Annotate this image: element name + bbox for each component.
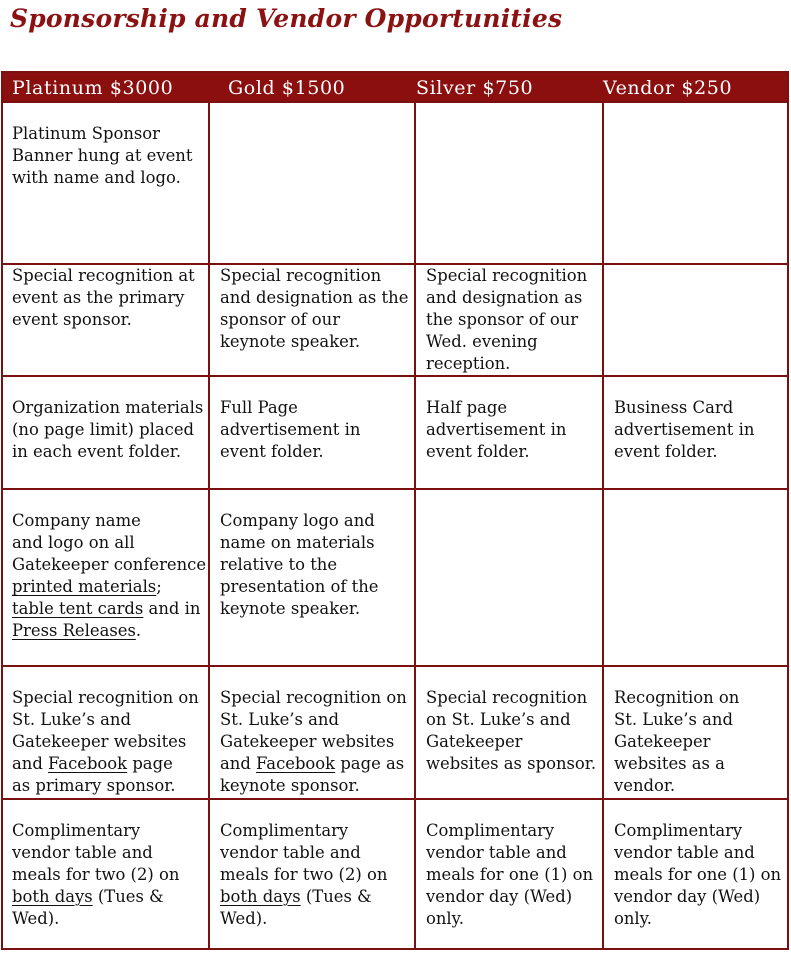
cell-text: Banner hung at event — [12, 146, 193, 165]
both-days-link[interactable]: both days — [12, 887, 93, 906]
cell-text: vendor table and — [426, 843, 567, 862]
cell-text: Gatekeeper conference — [12, 555, 207, 574]
cell-text: Special recognition — [426, 688, 588, 707]
cell-text: event as the primary — [12, 288, 185, 307]
cell-text — [12, 598, 206, 620]
table-cell — [614, 687, 739, 797]
table-cell — [426, 397, 566, 463]
table-cell — [220, 397, 360, 463]
sponsorship-table — [1, 71, 789, 950]
cell-text: page — [127, 754, 173, 773]
cell-text: keynote speaker. — [220, 332, 361, 351]
cell-text: relative to the — [220, 555, 338, 574]
facebook-link[interactable]: Facebook — [48, 754, 128, 773]
cell-text: and designation as the — [220, 288, 409, 307]
cell-text: Organization materials — [12, 398, 204, 417]
cell-text: and — [12, 754, 49, 773]
cell-text: Special recognition — [426, 266, 588, 285]
table-cell — [12, 510, 206, 642]
cell-text: event folder. — [614, 442, 718, 461]
cell-text — [12, 753, 199, 775]
cell-text: advertisement in — [614, 420, 755, 439]
header-vendor: Vendor $250 — [603, 77, 733, 99]
cell-text: meals for one (1) on — [426, 865, 594, 884]
cell-text: reception. — [426, 354, 511, 373]
cell-text: Gatekeeper websites — [220, 732, 395, 751]
cell-text: as primary sponsor. — [12, 776, 176, 795]
table-cell — [426, 820, 593, 930]
cell-text: event folder. — [220, 442, 324, 461]
cell-text: name on materials — [220, 533, 375, 552]
cell-text: and logo on all — [12, 533, 135, 552]
cell-text: St. Luke’s and — [614, 710, 733, 729]
cell-text: event sponsor. — [12, 310, 132, 329]
table-cell — [12, 265, 195, 331]
cell-text: sponsor of our — [220, 310, 341, 329]
cell-text: Company name — [12, 511, 141, 530]
cell-text: Complimentary — [12, 821, 141, 840]
cell-text: keynote sponsor. — [220, 776, 360, 795]
cell-text: ; — [156, 577, 162, 596]
row-divider — [3, 798, 787, 800]
cell-text — [12, 576, 206, 598]
cell-text: Platinum Sponsor — [12, 124, 160, 143]
cell-text — [220, 753, 407, 775]
column-divider — [414, 101, 416, 948]
cell-text: Complimentary — [220, 821, 349, 840]
cell-text: only. — [426, 909, 464, 928]
cell-text: Company logo and — [220, 511, 375, 530]
cell-text: Gatekeeper — [426, 732, 523, 751]
header-gold: Gold $1500 — [228, 77, 346, 99]
cell-text: and in — [143, 599, 201, 618]
cell-text: page as — [335, 754, 405, 773]
cell-text: vendor table and — [614, 843, 755, 862]
cell-text: Special recognition at — [12, 266, 195, 285]
cell-text: Special recognition on — [12, 688, 199, 707]
table-tent-cards-link[interactable]: table tent cards — [12, 599, 144, 618]
cell-text: presentation of the — [220, 577, 379, 596]
cell-text: Complimentary — [426, 821, 555, 840]
cell-text: St. Luke’s and — [220, 710, 339, 729]
cell-text: only. — [614, 909, 652, 928]
cell-text: websites as sponsor. — [426, 754, 597, 773]
cell-text: meals for two (2) on — [220, 865, 388, 884]
table-cell — [220, 820, 387, 930]
cell-text — [12, 886, 179, 908]
table-cell — [12, 820, 179, 930]
cell-text: and designation as — [426, 288, 583, 307]
cell-text: on St. Luke’s and — [426, 710, 571, 729]
cell-text: meals for one (1) on — [614, 865, 782, 884]
cell-text — [12, 620, 206, 642]
cell-text: . — [135, 621, 142, 640]
cell-text: Half page — [426, 398, 508, 417]
cell-text: Full Page — [220, 398, 298, 417]
cell-text: vendor day (Wed) — [614, 887, 761, 906]
cell-text: vendor table and — [220, 843, 361, 862]
cell-text: (Tues & — [92, 887, 164, 906]
cell-text: Special recognition on — [220, 688, 407, 707]
cell-text: meals for two (2) on — [12, 865, 180, 884]
table-cell — [220, 265, 408, 353]
cell-text: in each event folder. — [12, 442, 182, 461]
cell-text: advertisement in — [220, 420, 361, 439]
both-days-link[interactable]: both days — [220, 887, 301, 906]
cell-text: vendor table and — [12, 843, 153, 862]
cell-text: Wed). — [220, 909, 268, 928]
row-divider — [3, 488, 787, 490]
table-cell — [614, 397, 754, 463]
header-platinum: Platinum $3000 — [12, 77, 174, 99]
cell-text: Recognition on — [614, 688, 740, 707]
table-cell — [12, 397, 203, 463]
cell-text: keynote speaker. — [220, 599, 361, 618]
cell-text: vendor day (Wed) — [426, 887, 573, 906]
cell-text: Business Card — [614, 398, 734, 417]
header-silver: Silver $750 — [416, 77, 534, 99]
cell-text: (no page limit) placed — [12, 420, 195, 439]
table-cell — [12, 123, 192, 189]
page-title: Sponsorship and Vendor Opportunities — [10, 4, 563, 33]
cell-text: Wed). — [12, 909, 60, 928]
table-cell — [12, 687, 199, 797]
table-cell — [426, 265, 587, 375]
printed-materials-link[interactable]: printed materials — [12, 577, 157, 596]
cell-text: St. Luke’s and — [12, 710, 131, 729]
cell-text: advertisement in — [426, 420, 567, 439]
table-cell — [220, 687, 407, 797]
cell-text: event folder. — [426, 442, 530, 461]
column-divider — [208, 101, 210, 948]
column-divider — [602, 101, 604, 948]
table-header-row — [3, 73, 787, 103]
facebook-link[interactable]: Facebook — [256, 754, 336, 773]
row-divider — [3, 665, 787, 667]
cell-text: Gatekeeper — [614, 732, 711, 751]
cell-text: Complimentary — [614, 821, 743, 840]
cell-text: the sponsor of our — [426, 310, 579, 329]
cell-text: with name and logo. — [12, 168, 181, 187]
press-releases-link[interactable]: Press Releases — [12, 621, 136, 640]
table-cell — [614, 820, 781, 930]
cell-text: vendor. — [614, 776, 676, 795]
cell-text — [220, 886, 387, 908]
cell-text: and — [220, 754, 257, 773]
cell-text: Special recognition — [220, 266, 382, 285]
cell-text: (Tues & — [300, 887, 372, 906]
table-cell — [220, 510, 379, 620]
cell-text: websites as a — [614, 754, 725, 773]
cell-text: Wed. evening — [426, 332, 538, 351]
row-divider — [3, 375, 787, 377]
table-cell — [426, 687, 596, 775]
cell-text: Gatekeeper websites — [12, 732, 187, 751]
